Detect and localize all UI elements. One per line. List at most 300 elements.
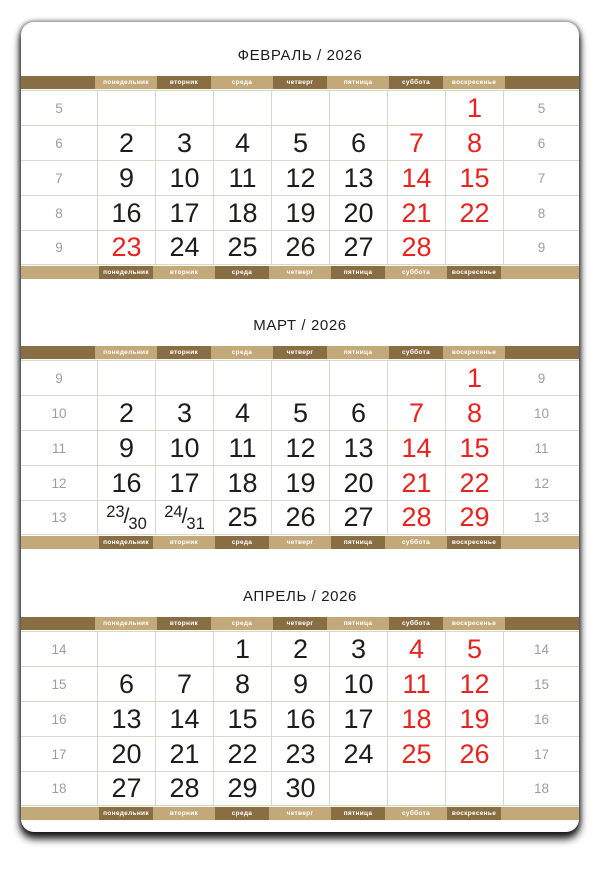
date-cell (271, 701, 329, 736)
date-number: 1 (466, 92, 483, 123)
week-number-left (21, 395, 97, 430)
date-cell (445, 395, 503, 430)
date-number: 22 (459, 197, 490, 228)
week-number: 17 (51, 746, 67, 762)
date-cell (97, 631, 155, 666)
week-number-right (503, 465, 579, 500)
weekday-segment (271, 266, 329, 279)
date-cell (387, 631, 445, 666)
week-number-right (503, 395, 579, 430)
date-number: 8 (234, 668, 251, 699)
date-cell (445, 465, 503, 500)
week-number: 13 (51, 510, 67, 525)
weekday-label: суббота (402, 269, 430, 276)
week-number-right (503, 701, 579, 736)
date-number: 1 (234, 633, 251, 664)
date-number: 17 (169, 467, 200, 498)
date-number: 14 (169, 703, 200, 734)
date-number: 16 (111, 467, 142, 498)
date-number: 18 (227, 467, 258, 498)
date-number: 27 (343, 502, 374, 532)
week-number: 18 (533, 781, 550, 796)
date-cell (97, 465, 155, 500)
week-number-left (21, 465, 97, 500)
date-number: 30 (285, 773, 316, 803)
week-number: 14 (51, 641, 67, 657)
date-cell (387, 701, 445, 736)
date-cell (213, 430, 271, 465)
strip-cap-right (503, 536, 579, 549)
week-number-left (21, 500, 97, 535)
date-cell (445, 360, 503, 395)
week-number: 7 (537, 170, 546, 186)
date-number: 26 (459, 738, 490, 769)
date-number: 23 (111, 232, 142, 262)
weekday-strip-top (21, 617, 579, 630)
date-number: 13 (343, 162, 374, 193)
date-number: 18 (401, 703, 432, 734)
weekday-label: понедельник (103, 810, 149, 817)
weekday-label: понедельник (103, 620, 149, 627)
date-cell (387, 430, 445, 465)
date-cell (97, 160, 155, 195)
calendar-grid (21, 631, 579, 806)
date-cell (155, 666, 213, 701)
date-cell (387, 500, 445, 535)
date-cell (213, 360, 271, 395)
calendar-grid (21, 90, 579, 265)
date-cell (155, 631, 213, 666)
weekday-segment (213, 617, 271, 630)
weekday-segment (99, 266, 153, 279)
date-cell (445, 736, 503, 771)
weekday-segment (97, 346, 155, 359)
week-number: 17 (533, 746, 550, 762)
weekday-segment (97, 617, 155, 630)
weekday-label: вторник (169, 620, 199, 627)
strip-cap-right (503, 807, 579, 820)
date-cell (271, 395, 329, 430)
weekday-segment (215, 266, 269, 279)
date-cell (329, 160, 387, 195)
date-cell (155, 230, 213, 265)
date-cell (97, 771, 155, 806)
week-number-right (503, 125, 579, 160)
date-cell (213, 160, 271, 195)
date-cell (271, 465, 329, 500)
weekday-label: суббота (402, 810, 430, 817)
week-number: 10 (51, 405, 67, 421)
week-number: 9 (55, 370, 63, 386)
weekday-segment (273, 76, 327, 89)
date-cell (271, 360, 329, 395)
date-number: 25 (227, 502, 258, 532)
date-number: 3 (176, 127, 193, 158)
date-cell (213, 736, 271, 771)
week-number-left (21, 701, 97, 736)
date-cell (97, 360, 155, 395)
date-number: 4 (234, 127, 251, 158)
date-cell (271, 230, 329, 265)
weekday-label: четверг (286, 539, 314, 546)
week-number-left (21, 160, 97, 195)
date-cell (445, 771, 503, 806)
date-number: 20 (111, 738, 142, 769)
week-number-right (503, 90, 579, 125)
weekday-segment (273, 617, 327, 630)
date-cell (97, 666, 155, 701)
strip-cap-right (505, 76, 579, 89)
date-cell (97, 430, 155, 465)
strip-cap-right (505, 617, 579, 630)
date-number: 24 (343, 738, 374, 769)
weekday-segment (329, 346, 387, 359)
date-number: 5 (466, 633, 483, 664)
date-cell (387, 666, 445, 701)
date-cell (155, 701, 213, 736)
date-number: 29 (227, 773, 258, 803)
weekday-segment (273, 346, 327, 359)
date-cell (155, 430, 213, 465)
week-number: 10 (533, 405, 550, 421)
month-title: МАРТ / 2026 (253, 317, 347, 334)
weekday-label: пятница (343, 269, 373, 276)
week-number: 8 (55, 205, 63, 221)
date-cell (329, 666, 387, 701)
date-cell (213, 90, 271, 125)
weekday-label: вторник (169, 79, 199, 86)
week-number-right (503, 500, 579, 535)
weekday-segment (387, 536, 445, 549)
date-cell (97, 125, 155, 160)
date-cell (213, 465, 271, 500)
weekday-label: понедельник (103, 539, 149, 546)
week-number-left (21, 195, 97, 230)
calendar-card (21, 22, 579, 832)
date-number: 25 (227, 232, 258, 262)
date-number: 21 (401, 467, 432, 498)
weekday-segment (155, 536, 213, 549)
date-cell (271, 195, 329, 230)
date-number: 17 (343, 703, 374, 734)
weekday-label: среда (231, 620, 253, 627)
date-cell (329, 465, 387, 500)
weekday-segment (157, 617, 211, 630)
date-number: 10 (169, 432, 200, 463)
week-number: 9 (537, 370, 546, 386)
date-number: 6 (350, 127, 367, 158)
week-number: 6 (537, 135, 546, 151)
date-cell (329, 500, 387, 535)
date-number: 13 (111, 703, 142, 734)
date-cell (445, 230, 503, 265)
date-number: 6 (118, 668, 135, 699)
month-title: АПРЕЛЬ / 2026 (243, 588, 357, 605)
date-number: 14 (401, 432, 432, 463)
week-number-left (21, 430, 97, 465)
date-cell (271, 666, 329, 701)
weekday-label: суббота (402, 349, 430, 356)
weekday-label: воскресенье (451, 79, 497, 86)
weekday-segment (271, 536, 329, 549)
weekday-segment (99, 807, 153, 820)
date-number: 1 (466, 362, 483, 393)
date-cell (445, 666, 503, 701)
strip-cap-left (21, 617, 95, 630)
week-number: 9 (537, 240, 546, 255)
strip-cap-left (21, 536, 97, 549)
weekday-label: вторник (169, 810, 199, 817)
weekday-segment (99, 536, 153, 549)
weekday-label: пятница (343, 539, 373, 546)
week-number: 11 (534, 440, 549, 456)
date-number: 3 (176, 397, 193, 428)
week-number-right (503, 736, 579, 771)
weekday-segment (389, 617, 443, 630)
week-number-left (21, 90, 97, 125)
date-cell (445, 701, 503, 736)
date-number: 20 (343, 197, 374, 228)
week-number-left (21, 736, 97, 771)
week-number: 5 (55, 100, 63, 116)
date-number: 22 (459, 467, 490, 498)
date-number: 28 (401, 502, 432, 532)
weekday-segment (329, 617, 387, 630)
week-number: 13 (533, 510, 550, 525)
date-number: 17 (169, 197, 200, 228)
date-number: 10 (169, 162, 200, 193)
date-cell (329, 230, 387, 265)
date-number: 27 (111, 773, 142, 803)
date-cell (155, 736, 213, 771)
date-number: 2 (118, 397, 135, 428)
date-number: 9 (118, 432, 135, 463)
week-number-left (21, 771, 97, 806)
date-number: 7 (408, 127, 425, 158)
date-cell (329, 360, 387, 395)
weekday-segment (271, 807, 329, 820)
date-cell (329, 90, 387, 125)
weekday-label: среда (231, 269, 253, 276)
weekday-segment (157, 76, 211, 89)
weekday-label: понедельник (103, 269, 149, 276)
date-number: 16 (111, 197, 142, 228)
date-number: 4 (408, 633, 425, 664)
date-cell (445, 90, 503, 125)
weekday-segment (331, 536, 385, 549)
date-cell (155, 395, 213, 430)
weekday-label: четверг (286, 269, 314, 276)
weekday-label: понедельник (103, 349, 149, 356)
date-cell (97, 395, 155, 430)
weekday-label: воскресенье (451, 810, 497, 817)
date-number: 26 (285, 232, 316, 262)
date-cell (445, 195, 503, 230)
date-cell (445, 500, 503, 535)
date-cell (213, 666, 271, 701)
date-number: 28 (169, 773, 200, 803)
weekday-segment (213, 346, 271, 359)
weekday-segment (329, 76, 387, 89)
weekday-label: пятница (343, 79, 373, 86)
date-cell (213, 771, 271, 806)
week-number: 15 (51, 676, 67, 692)
date-cell (97, 500, 155, 535)
weekday-label: четверг (286, 79, 314, 86)
date-number: 3 (350, 633, 367, 664)
weekday-label: четверг (286, 620, 314, 627)
date-cell (155, 125, 213, 160)
date-number: 29 (459, 502, 490, 532)
weekday-strip-top (21, 346, 579, 359)
date-cell (329, 631, 387, 666)
date-cell (387, 90, 445, 125)
date-number: 12 (459, 668, 490, 699)
date-cell (329, 430, 387, 465)
week-number-left (21, 666, 97, 701)
date-number: 9 (292, 668, 309, 699)
weekday-segment (215, 807, 269, 820)
date-number: 25 (401, 738, 432, 769)
week-number-right (503, 430, 579, 465)
date-number: 8 (466, 127, 483, 158)
date-cell (387, 360, 445, 395)
weekday-label: вторник (169, 349, 199, 356)
date-cell (329, 125, 387, 160)
date-cell (271, 125, 329, 160)
week-number-left (21, 125, 97, 160)
date-number: 6 (350, 397, 367, 428)
week-number-right (503, 666, 579, 701)
date-number: 14 (401, 162, 432, 193)
weekday-segment (389, 76, 443, 89)
date-cell (213, 125, 271, 160)
weekday-label: воскресенье (451, 349, 497, 356)
weekday-segment (445, 617, 503, 630)
date-number: 15 (227, 703, 258, 734)
date-number: 26 (285, 502, 316, 532)
date-number: 16 (285, 703, 316, 734)
weekday-label: суббота (402, 620, 430, 627)
week-number: 12 (51, 475, 67, 491)
date-number: 13 (343, 432, 374, 463)
weekday-label: воскресенье (451, 620, 497, 627)
date-number: 11 (402, 668, 431, 699)
date-cell (271, 500, 329, 535)
date-number: 2 (118, 127, 135, 158)
date-fraction: 23/30 (106, 502, 147, 533)
strip-cap-left (21, 266, 97, 279)
week-number: 11 (51, 440, 66, 456)
date-cell (97, 195, 155, 230)
week-number-right (503, 360, 579, 395)
weekday-segment (213, 76, 271, 89)
week-number-right (503, 771, 579, 806)
date-number: 7 (408, 397, 425, 428)
date-cell (387, 125, 445, 160)
weekday-label: вторник (169, 269, 199, 276)
date-cell (155, 500, 213, 535)
date-cell (213, 631, 271, 666)
date-number: 19 (285, 467, 316, 498)
date-cell (271, 771, 329, 806)
weekday-label: среда (231, 810, 253, 817)
date-cell (97, 736, 155, 771)
date-cell (445, 160, 503, 195)
weekday-label: воскресенье (451, 539, 497, 546)
week-number-right (503, 160, 579, 195)
week-number: 5 (537, 100, 546, 116)
weekday-label: среда (231, 79, 253, 86)
week-number: 9 (55, 240, 63, 255)
weekday-segment (157, 346, 211, 359)
week-number-left (21, 230, 97, 265)
strip-cap-right (503, 266, 579, 279)
date-cell (213, 701, 271, 736)
week-number: 8 (537, 205, 546, 221)
date-cell (329, 195, 387, 230)
date-number: 23 (285, 738, 316, 769)
weekday-segment (97, 76, 155, 89)
date-number: 28 (401, 232, 432, 262)
date-number: 19 (459, 703, 490, 734)
date-number: 21 (401, 197, 432, 228)
date-cell (97, 90, 155, 125)
weekday-label: среда (231, 349, 253, 356)
weekday-label: пятница (343, 349, 373, 356)
date-cell (155, 90, 213, 125)
strip-cap-right (505, 346, 579, 359)
date-number: 9 (118, 162, 135, 193)
calendar-grid (21, 360, 579, 535)
date-fraction: 24/31 (164, 502, 205, 533)
weekday-segment (215, 536, 269, 549)
date-cell (387, 771, 445, 806)
weekday-segment (155, 266, 213, 279)
date-cell (387, 395, 445, 430)
weekday-segment (155, 807, 213, 820)
date-number: 21 (169, 738, 200, 769)
weekday-segment (387, 807, 445, 820)
week-number-right (503, 631, 579, 666)
weekday-label: среда (231, 539, 253, 546)
date-number: 22 (227, 738, 258, 769)
date-number: 12 (285, 432, 316, 463)
date-number: 7 (176, 668, 193, 699)
month-section-february (21, 22, 579, 280)
date-number: 5 (292, 397, 309, 428)
date-cell (271, 430, 329, 465)
week-number: 7 (55, 170, 63, 186)
date-cell (387, 230, 445, 265)
weekday-label: вторник (169, 539, 199, 546)
date-cell (213, 230, 271, 265)
date-cell (155, 771, 213, 806)
date-number: 24 (169, 232, 200, 262)
weekday-segment (331, 807, 385, 820)
date-cell (155, 195, 213, 230)
week-number: 16 (533, 711, 550, 727)
weekday-strip-bottom (21, 807, 579, 820)
date-number: 11 (228, 432, 257, 463)
date-cell (329, 771, 387, 806)
date-number: 5 (292, 127, 309, 158)
date-number: 2 (292, 633, 309, 664)
date-cell (155, 360, 213, 395)
date-cell (445, 430, 503, 465)
date-cell (445, 631, 503, 666)
date-number: 19 (285, 197, 316, 228)
